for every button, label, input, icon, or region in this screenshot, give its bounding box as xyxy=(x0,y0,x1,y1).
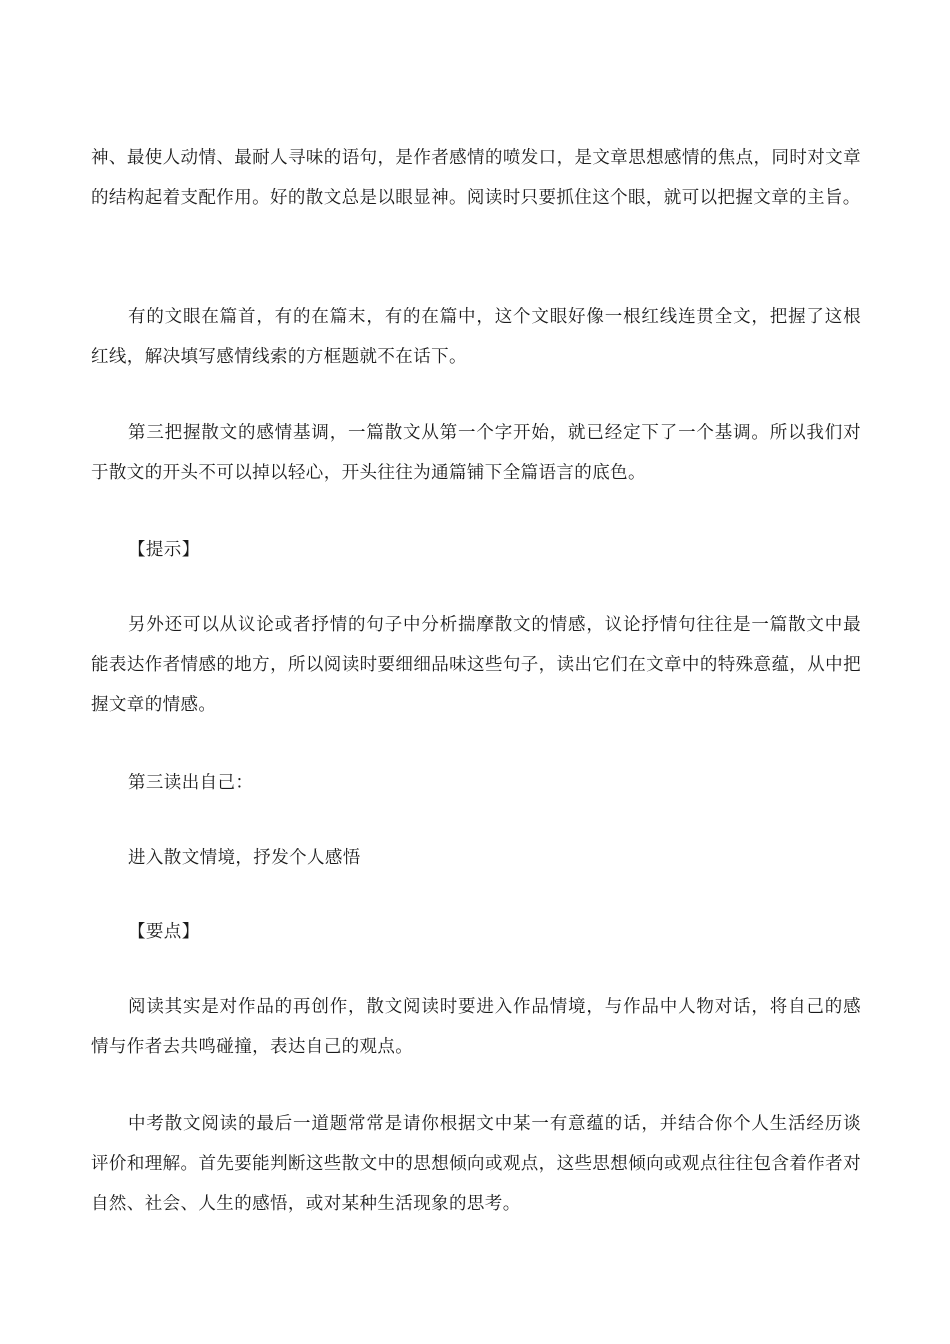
paragraph-text-eye-definition: 神、最使人动情、最耐人寻味的语句，是作者感情的喷发口，是文章思想感情的焦点，同时对文章的结构起着支配作用。好的散文总是以眼显神。阅读时只要抓住这个眼，就可以把握文章的主旨。 xyxy=(91,148,861,208)
paragraph-text-exam-question: 中考散文阅读的最后一道题常常是请你根据文中某一有意蕴的话，并结合你个人生活经历谈评价和理解。首先要能判断这些散文中的思想倾向或观点，这些思想倾向或观点往往包含着作者对自然、社会、人生的感悟，或对某种生活现象的思考。 xyxy=(91,1114,861,1214)
paragraph-text-recreation: 阅读其实是对作品的再创作，散文阅读时要进入作品情境，与作品中人物对话，将自己的感情与作者去共鸣碰撞，表达自己的观点。 xyxy=(91,997,861,1057)
section-heading-read-yourself: 第三读出自己： xyxy=(128,773,254,793)
section-heading-enter-context: 进入散文情境，抒发个人感悟 xyxy=(128,848,361,868)
paragraph-text-emotional-tone: 第三把握散文的感情基调，一篇散文从第一个字开始，就已经定下了一个基调。所以我们对于散文的开头不可以掉以轻心，开头往往为通篇铺下全篇语言的底色。 xyxy=(91,423,861,483)
section-heading-tip: 【提示】 xyxy=(128,540,200,560)
paragraph-text-eye-position: 有的文眼在篇首，有的在篇末，有的在篇中，这个文眼好像一根红线连贯全文，把握了这根红线，解决填写感情线索的方框题就不在话下。 xyxy=(91,307,861,367)
paragraph-text-analyze-sentences: 另外还可以从议论或者抒情的句子中分析揣摩散文的情感，议论抒情句往往是一篇散文中最能表达作者情感的地方，所以阅读时要细细品味这些句子，读出它们在文章中的特殊意蕴，从中把握文章的情感。 xyxy=(91,615,861,715)
section-heading-key-points: 【要点】 xyxy=(128,922,200,942)
